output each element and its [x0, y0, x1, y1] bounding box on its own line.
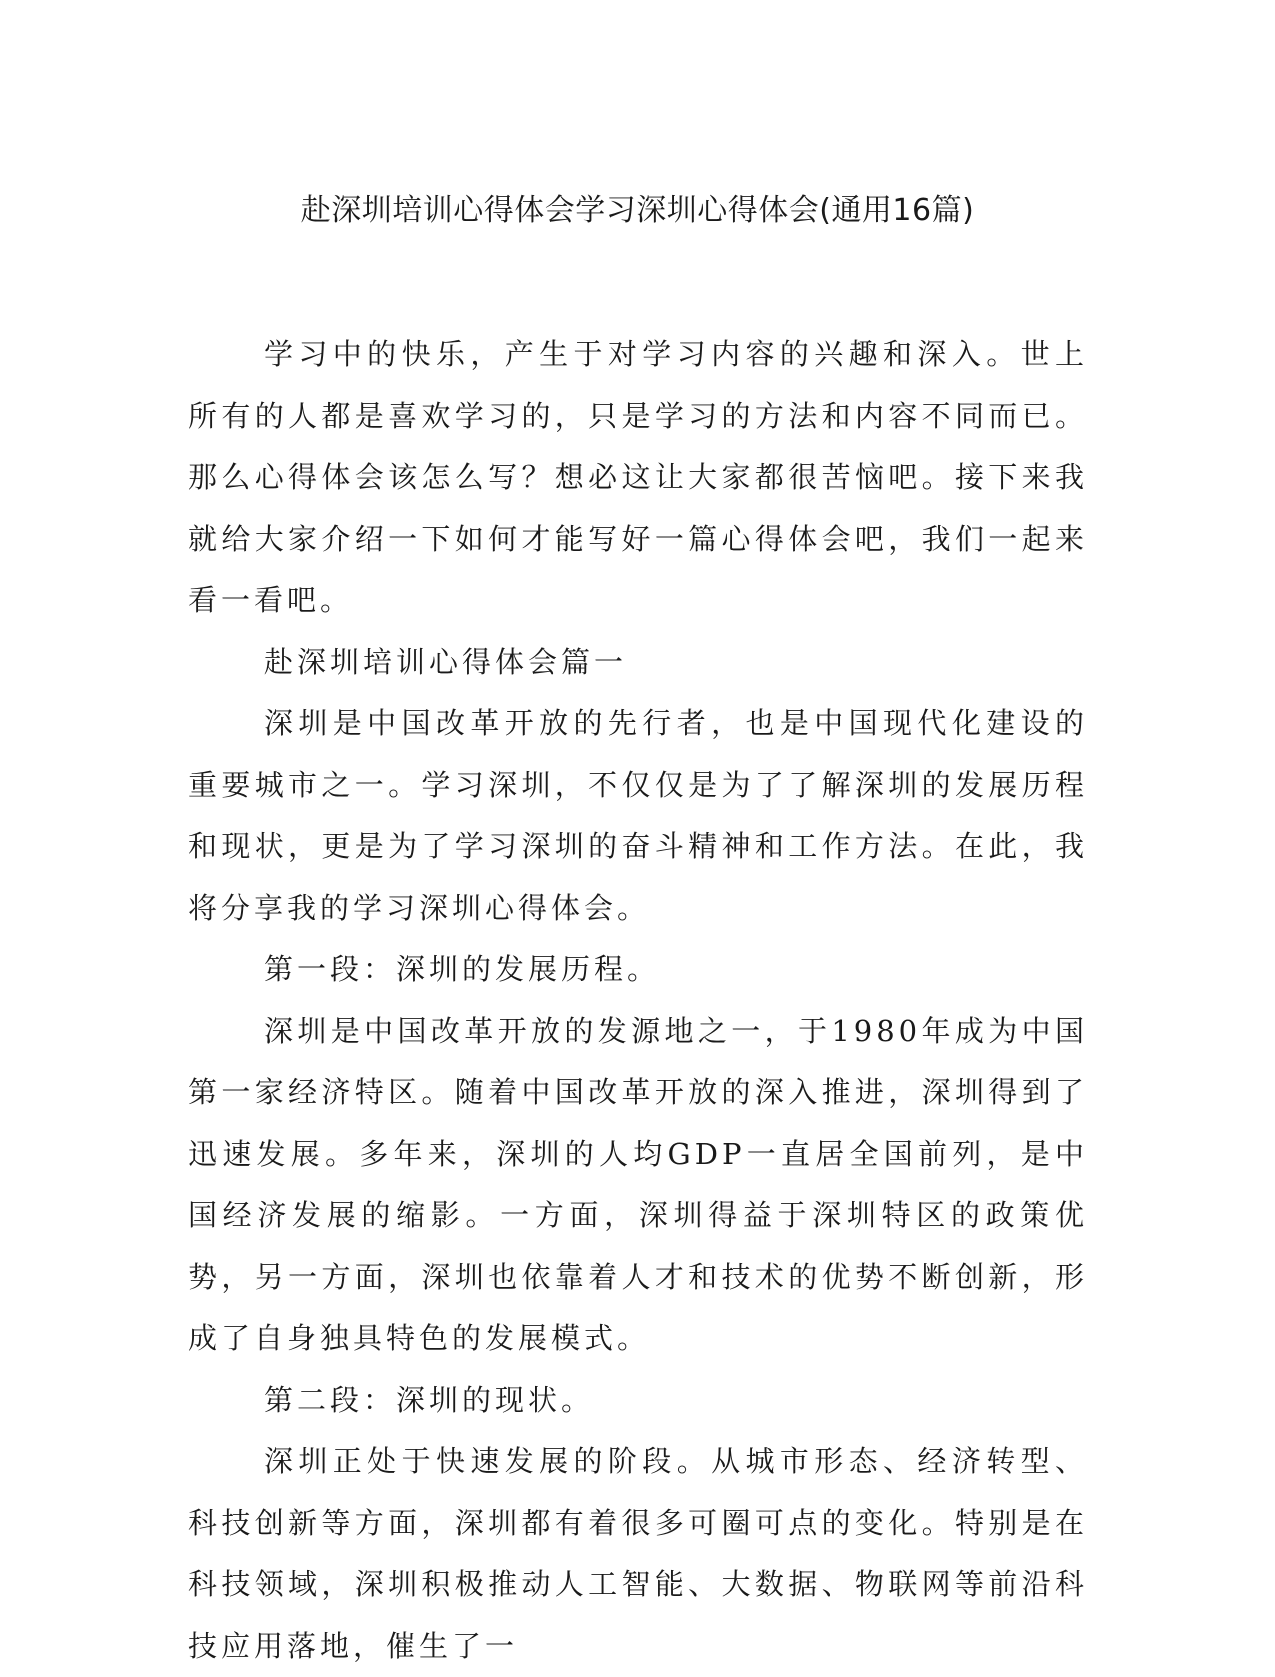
section-heading-part-one: 赴深圳培训心得体会篇一 — [264, 644, 628, 679]
body-paragraph: 深圳是中国改革开放的发源地之一，于1980年成为中国第一家经济特区。随着中国改革开放的深入推进，深圳得到了迅速发展。多年来，深圳的人均GDP一直居全国前列，是中国经济发展的缩影。一方面，深圳得益于深圳特区的政策优势，另一方面，深圳也依靠着人才和技术的优势不断创新，形成了自身独具特色的发展模式。 — [188, 1013, 1088, 1355]
body-paragraph: 深圳正处于快速发展的阶段。从城市形态、经济转型、科技创新等方面，深圳都有着很多可圈可点的变化。特别是在科技领域，深圳积极推动人工智能、大数据、物联网等前沿科技应用落地，催生了一 — [188, 1444, 1088, 1663]
section-heading-first-stage: 第一段：深圳的发展历程。 — [264, 952, 661, 986]
section-heading-second-stage: 第二段：深圳的现状。 — [264, 1382, 595, 1417]
document-body — [188, 324, 1088, 1677]
body-paragraph: 深圳是中国改革开放的先行者，也是中国现代化建设的重要城市之一。学习深圳，不仅仅是为了了解深圳的发展历程和现状，更是为了学习深圳的奋斗精神和工作方法。在此，我将分享我的学习深圳心得体会。 — [188, 706, 1088, 925]
document-title: 赴深圳培训心得体会学习深圳心得体会(通用16篇) — [300, 193, 975, 228]
intro-paragraph: 学习中的快乐，产生于对学习内容的兴趣和深入。世上所有的人都是喜欢学习的，只是学习的方法和内容不同而已。那么心得体会该怎么写？想必这让大家都很苦恼吧。接下来我就给大家介绍一下如何才能写好一篇心得体会吧，我们一起来看一看吧。 — [188, 337, 1088, 617]
